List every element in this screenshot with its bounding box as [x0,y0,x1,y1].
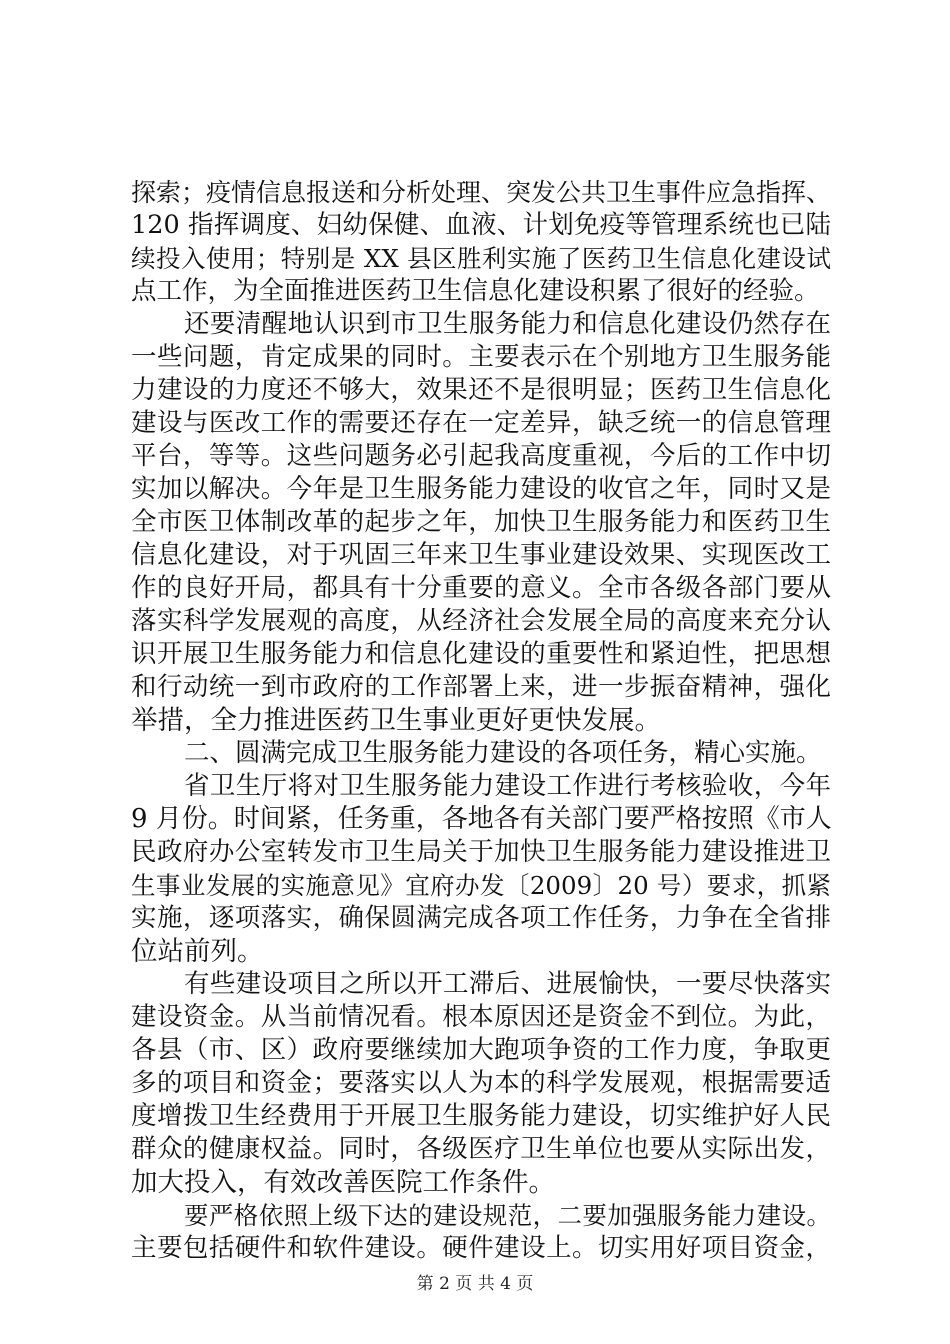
paragraph-line: 民政府办公室转发市卫生局关于加快卫生服务能力建设推进卫 [131,837,831,867]
paragraph-line: 点工作，为全面推进医药卫生信息化建设积累了很好的经验。 [131,276,820,306]
paragraph-line: 要严格依照上级下达的建设规范，二要加强服务能力建设。 [184,1201,831,1230]
paragraph-line: 度增拨卫生经费用于开展卫生服务能力建设，切实维护好人民 [131,1101,831,1131]
paragraph-line: 落实科学发展观的高度，从经济社会发展全局的高度来充分认 [131,606,831,636]
paragraph-line: 位站前列。 [131,936,264,967]
paragraph-line: 和行动统一到市政府的工作部署上来，进一步振奋精神，强化 [131,672,831,702]
paragraph-line: 信息化建设，对于巩固三年来卫生事业建设效果、实现医改工 [131,540,831,570]
paragraph-line: 探索；疫情信息报送和分析处理、突发公共卫生事件应急指挥、 [131,178,832,207]
paragraph-line: 作的良好开局，都具有十分重要的意义。全市各级各部门要从 [131,573,831,603]
paragraph-line: 识开展卫生服务能力和信息化建设的重要性和紧迫性，把思想 [131,639,831,669]
paragraph-line: 平台，等等。这些问题务必引起我高度重视，今后的工作中切 [131,441,831,471]
paragraph-line: 有些建设项目之所以开工滞后、进展愉快，一要尽快落实 [184,969,831,999]
paragraph-line: 实施，逐项落实，确保圆满完成各项工作任务，力争在全省排 [131,903,831,933]
paragraph-line: 群众的健康权益。同时，各级医疗卫生单位也要从实际出发， [131,1134,831,1164]
paragraph-line: 一些问题，肯定成果的同时。主要表示在个别地方卫生服务能 [131,342,831,372]
paragraph-line: 9 月份。时间紧，任务重，各地各有关部门要严格按照《市人 [131,804,832,834]
paragraph-line: 建设与医改工作的需要还存在一定差异，缺乏统一的信息管理 [131,408,831,438]
page-number-footer: 第 2 页 共 4 页 [416,1274,534,1294]
paragraph-line: 力建设的力度还不够大，效果还不是很明显；医药卫生信息化 [131,375,831,405]
paragraph-line: 各县（市、区）政府要继续加大跑项争资的工作力度，争取更 [131,1035,831,1065]
paragraph-line: 多的项目和资金；要落实以人为本的科学发展观，根据需要适 [131,1068,831,1098]
paragraph-line: 生事业发展的实施意见》宜府办发〔2009〕20 号）要求，抓紧 [131,871,831,900]
paragraph-line: 加大投入，有效改善医院工作条件。 [131,1167,555,1198]
paragraph-line: 主要包括硬件和软件建设。硬件建设上。切实用好项目资金， [131,1233,831,1263]
paragraph-line: 续投入使用；特别是 XX 县区胜利实施了医药卫生信息化建设试 [131,244,831,273]
paragraph-line: 举措，全力推进医药卫生事业更好更快发展。 [131,705,661,736]
paragraph-line: 实加以解决。今年是卫生服务能力建设的收官之年，同时又是 [131,474,831,504]
paragraph-line: 还要清醒地认识到市卫生服务能力和信息化建设仍然存在 [184,309,831,339]
paragraph-line: 建设资金。从当前情况看。根本原因还是资金不到位。为此， [131,1002,831,1032]
paragraph-line: 120 指挥调度、妇幼保健、血液、计划免疫等管理系统也已陆 [131,210,831,240]
paragraph-line: 全市医卫体制改革的起步之年，加快卫生服务能力和医药卫生 [131,507,831,537]
section-heading: 二、圆满完成卫生服务能力建设的各项任务，精心实施。 [184,738,822,768]
paragraph-line: 省卫生厅将对卫生服务能力建设工作进行考核验收，今年 [184,771,831,801]
